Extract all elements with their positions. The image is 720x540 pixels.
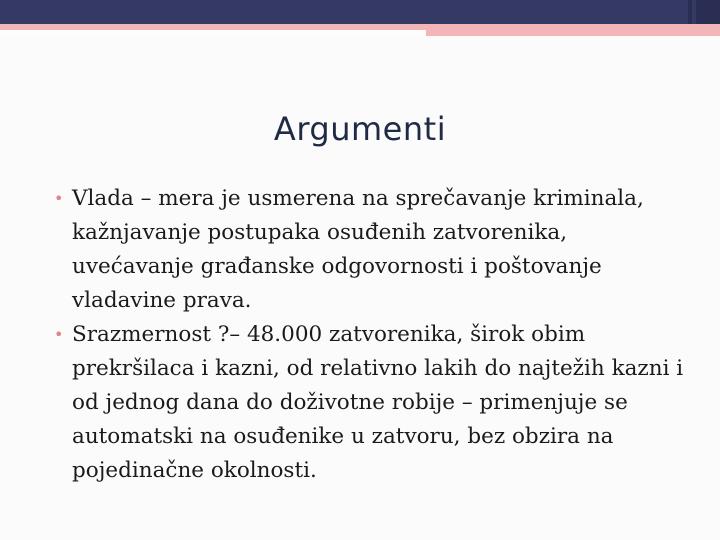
bullet-icon: • bbox=[54, 325, 64, 344]
bullet-text: Srazmernost ?– 48.000 zatvorenika, širok obim prekršilaca i kazni, od relativno lakih do najtežih kazni i od jednog dana do doživotne robije – primenjuje se automatski na osuđenike u zatvoru, bez obzira na pojedinačne okolnosti. bbox=[72, 322, 684, 483]
bullet-item bbox=[54, 182, 690, 318]
bullet-item bbox=[54, 318, 690, 488]
header-stripe bbox=[688, 0, 692, 24]
bullet-text: Vlada – mera je usmerena na sprečavanje kriminala, kažnjavanje postupaka osuđenih zatvorenika, uvećavanje građanske odgovornosti i poštovanje vladavine prava. bbox=[72, 186, 644, 313]
header-stripe bbox=[696, 0, 720, 24]
bullet-list bbox=[54, 182, 690, 488]
slide-title: Argumenti bbox=[273, 110, 447, 148]
header-band bbox=[0, 0, 720, 24]
bullet-icon: • bbox=[54, 189, 64, 208]
